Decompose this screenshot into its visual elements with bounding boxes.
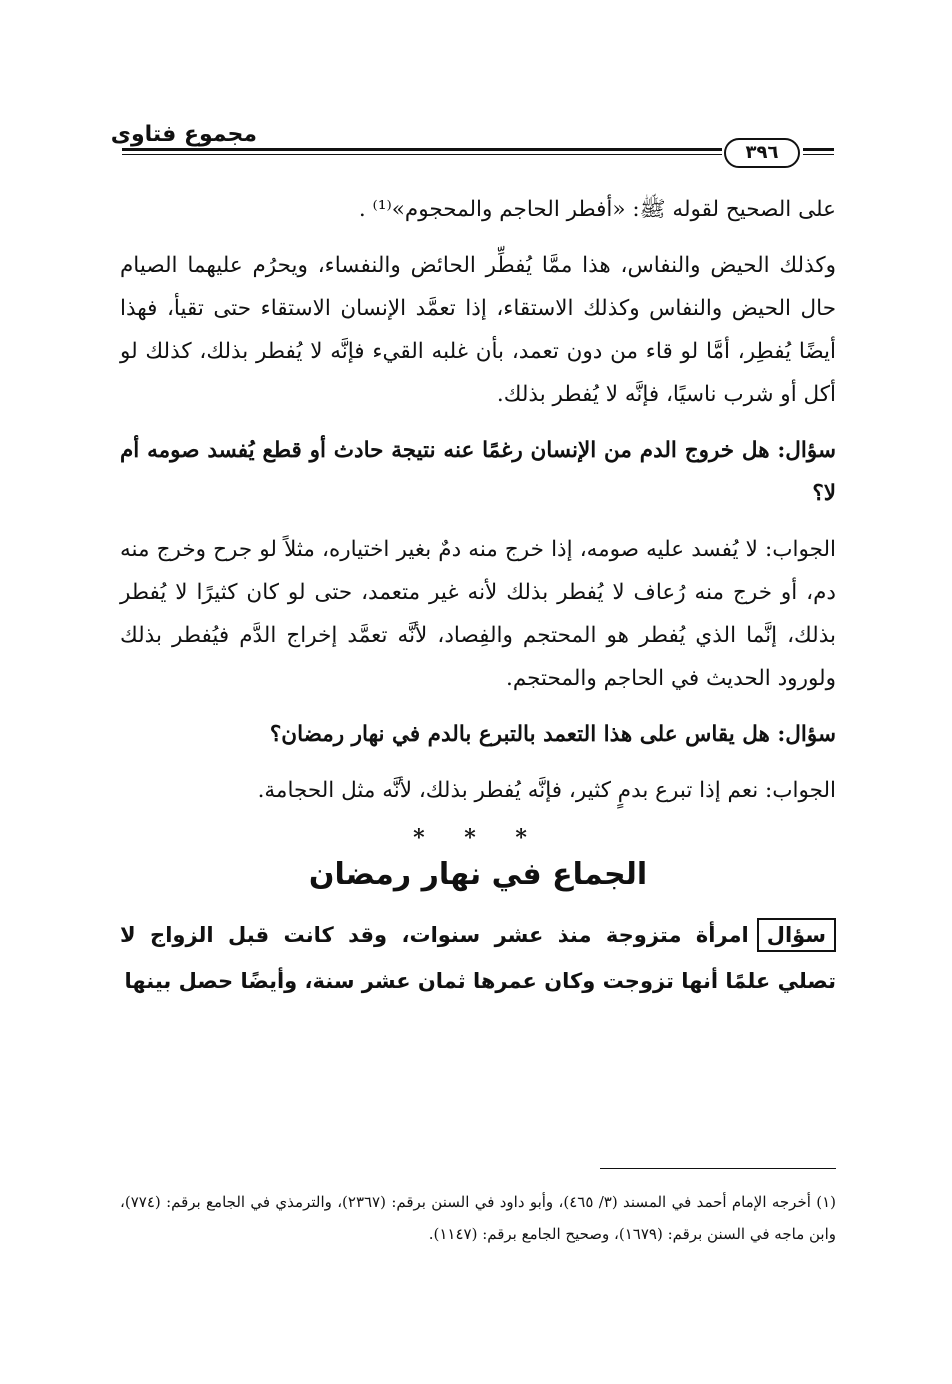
question-donation: سؤال: هل يقاس على هذا التعمد بالتبرع بالدم في نهار رمضان؟ <box>269 722 836 747</box>
page-body <box>120 188 836 1004</box>
boxed-question <box>120 912 836 1004</box>
page-number: ٣٩٦ <box>724 138 800 168</box>
header-rule <box>122 154 722 155</box>
header-rule <box>803 154 834 155</box>
section-heading: الجماع في نهار رمضان <box>308 857 648 892</box>
boxed-question-text: امرأة متزوجة منذ عشر سنوات، وقد كانت قبل الزواج لا تصلي علمًا أنها تزوجت وكان عمرها ثمان عشر سنة، وأيضًا حصل بينها <box>120 923 836 993</box>
paragraph-hadith: على الصحيح لقوله ﷺ: «أفطر الحاجم والمحجوم»⁽¹⁾ . <box>358 197 836 222</box>
header-rule <box>803 148 834 151</box>
question-label-box: سؤال <box>757 918 836 952</box>
book-title: مجموع فتاوى <box>110 122 257 147</box>
answer-blood: الجواب: لا يُفسد عليه صومه، إذا خرج منه دمٌ بغير اختياره، مثلاً لو جرح وخرج منه دم، أو خرج منه رُعاف لا يُفطر بذلك لأنه غير متعمد، حتى لو كان كثيرًا لا يُفطر بذلك، إنَّما الذي يُفطر هو المحتجم والفِصاد، لأنَّه تعمَّد إخراج الدَّم فيُفطر بذلك ولورود الحديث في الحاجم والمحتجم. <box>120 537 836 691</box>
footnote-rule <box>600 1168 836 1169</box>
header-rule <box>122 148 722 151</box>
answer-donation: الجواب: نعم إذا تبرع بدمٍ كثير، فإنَّه يُفطر بذلك، لأنَّه مثل الحجامة. <box>257 778 836 803</box>
section-separator: * * * <box>413 825 543 851</box>
footnote: (١) أخرجه الإمام أحمد في المسند (٣/ ٤٦٥)، وأبو داود في السنن برقم: (٢٣٦٧)، والترمذي في الجامع برقم: (٧٧٤)، وابن ماجه في السنن برقم: (١٦٧٩)، وصحيح الجامع برقم: (١١٤٧). <box>120 1193 836 1243</box>
question-blood: سؤال: هل خروج الدم من الإنسان رغمًا عنه نتيجة حادث أو قطع يُفسد صومه أم لا؟ <box>120 438 836 506</box>
paragraph-menstruation: وكذلك الحيض والنفاس، هذا ممَّا يُفطِّر الحائض والنفساء، ويحرُم عليهما الصيام حال الحيض والنفاس وكذلك الاستقاء، إذا تعمَّد الإنسان الاستقاء حتى تقيأ، فهذا أيضًا يُفطِر، أمَّا لو قاء من دون تعمد، بأن غلبه القيء فإنَّه لا يُفطر بذلك، كذلك لو أكل أو شرب ناسيًا، فإنَّه لا يُفطر بذلك. <box>120 253 836 407</box>
